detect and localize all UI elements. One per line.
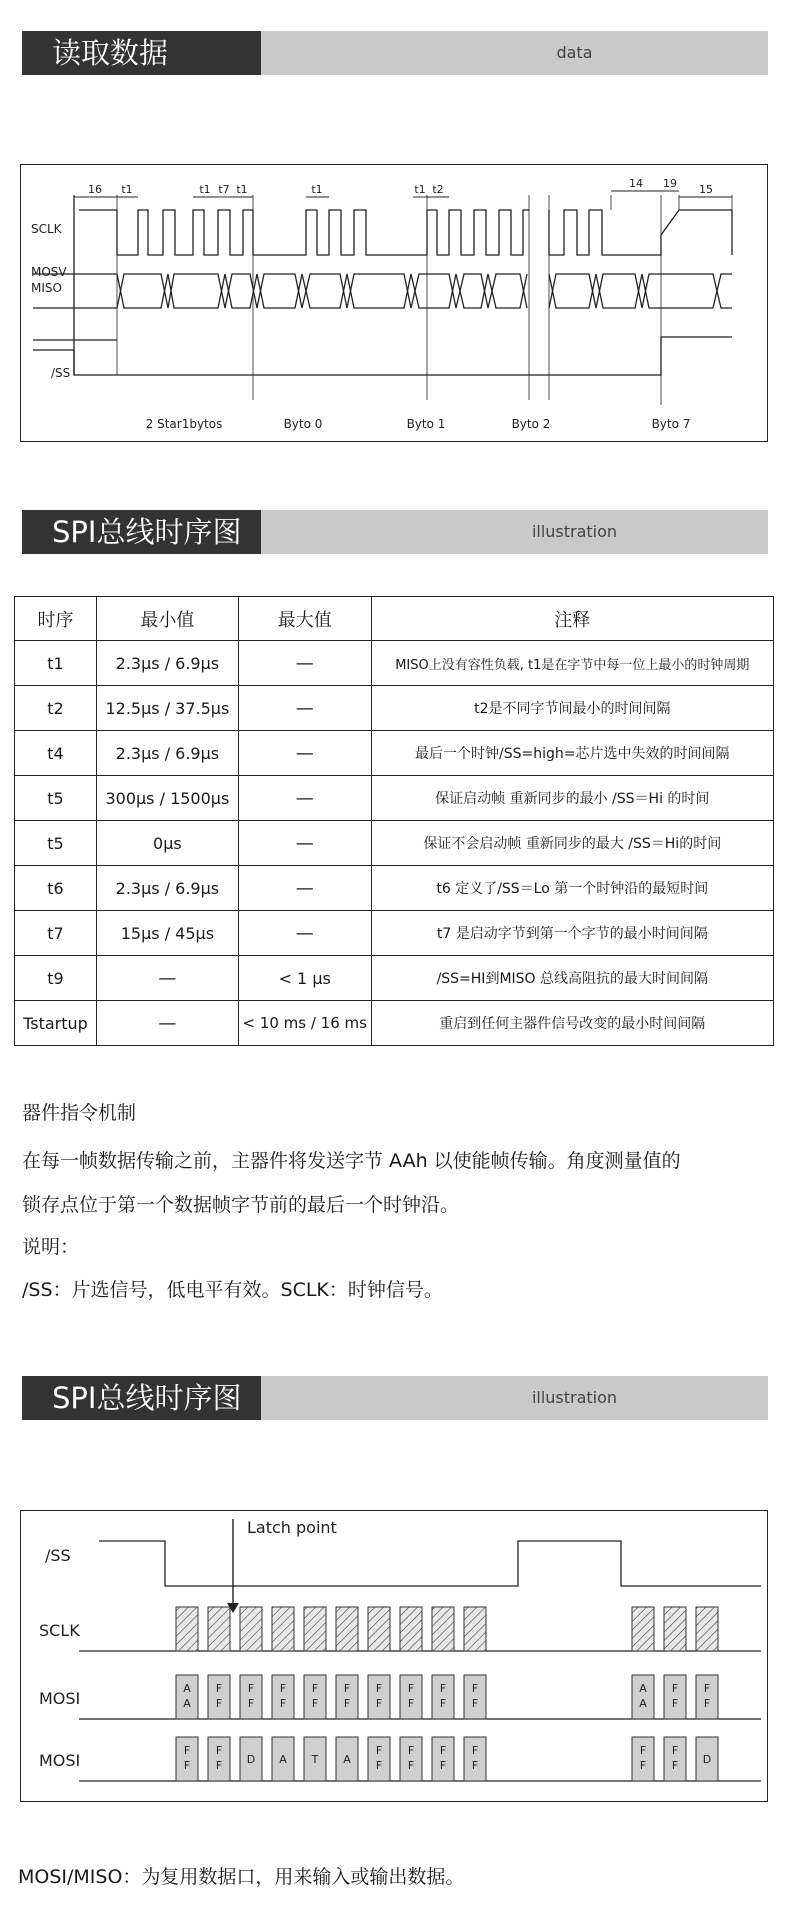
cell-timing: t6 — [15, 866, 97, 911]
byte-letter: F — [639, 1744, 647, 1757]
byte-label-7: Byto 7 — [651, 417, 691, 431]
mechanism-line-2: 锁存点位于第一个数据帧字节前的最后一个时钟沿。 — [22, 1194, 460, 1216]
section-subtitle: illustration — [531, 1388, 618, 1407]
footer-note: MOSI/MISO：为复用数据口，用来输入或输出数据。 — [18, 1866, 465, 1888]
header-min: 最小值 — [96, 597, 238, 641]
label-14: 14 — [629, 177, 643, 190]
cell-note: 最后一个时钟/SS=high=芯片选中失效的时间间隔 — [371, 731, 773, 776]
cell-timing: t2 — [15, 686, 97, 731]
sclk-pulse — [336, 1607, 358, 1651]
cell-note: t2是不同字节间最小的时间间隔 — [371, 686, 773, 731]
sclk-pulse — [272, 1607, 294, 1651]
latch-waveform-svg — [21, 1511, 766, 1800]
table-row — [15, 821, 774, 866]
cell-timing: t7 — [15, 911, 97, 956]
byte-letter: A — [279, 1753, 287, 1766]
cell-min: — — [96, 1001, 238, 1046]
cell-note: t7 是启动字节到第一个字节的最小时间间隔 — [371, 911, 773, 956]
byte-cell — [208, 1675, 230, 1719]
byte-cell — [208, 1737, 230, 1781]
cell-timing: t4 — [15, 731, 97, 776]
cell-min: 2.3μs / 6.9μs — [96, 641, 238, 686]
cell-min: 2.3μs / 6.9μs — [96, 866, 238, 911]
byte-letter: F — [671, 1682, 679, 1695]
section-banner-data — [22, 31, 768, 75]
byte-letter: F — [703, 1682, 711, 1695]
label-16: 16 — [88, 183, 102, 196]
cell-timing: t5 — [15, 776, 97, 821]
signal-ss: /SS — [51, 366, 71, 380]
cell-max: — — [238, 776, 371, 821]
cell-timing: t1 — [15, 641, 97, 686]
label-t1-b: t1 — [199, 183, 211, 196]
label-t1-a: t1 — [121, 183, 133, 196]
byte-letter: F — [439, 1744, 447, 1757]
byte-letter: F — [215, 1697, 223, 1710]
cell-note: 重启到任何主器件信号改变的最小时间间隔 — [371, 1001, 773, 1046]
byte-cell — [368, 1737, 390, 1781]
header-max: 最大值 — [238, 597, 371, 641]
byte-letter: F — [183, 1744, 191, 1757]
mechanism-line-3: 说明： — [22, 1236, 80, 1258]
byte-letter: A — [343, 1753, 351, 1766]
spi-timing-diagram — [20, 164, 768, 442]
sclk-pulse — [400, 1607, 422, 1651]
table-row — [15, 731, 774, 776]
byte-letter: F — [471, 1759, 479, 1772]
byte-letter: F — [215, 1744, 223, 1757]
cell-note: 保证启动帧 重新同步的最小 /SS＝Hi 的时间 — [371, 776, 773, 821]
byte-letter: F — [439, 1682, 447, 1695]
byte-letter: A — [183, 1682, 191, 1695]
label-t1-c: t1 — [236, 183, 248, 196]
table-row — [15, 776, 774, 821]
sclk-pulse — [240, 1607, 262, 1651]
byte-letter: F — [247, 1697, 255, 1710]
byte-cell — [432, 1675, 454, 1719]
cell-max: — — [238, 866, 371, 911]
byte-letter: F — [471, 1744, 479, 1757]
sclk-pulse — [432, 1607, 454, 1651]
label-t1-d: t1 — [311, 183, 323, 196]
header-note: 注释 — [371, 597, 773, 641]
cell-note: MISO上没有容性负载, t1是在字节中每一位上最小的时钟周期 — [371, 641, 773, 686]
cell-min: 12.5μs / 37.5μs — [96, 686, 238, 731]
byte-cell — [400, 1675, 422, 1719]
byte-letter: F — [215, 1759, 223, 1772]
cell-max: — — [238, 731, 371, 776]
byte-letter: F — [407, 1697, 415, 1710]
byte-letter: F — [471, 1697, 479, 1710]
byte-cell — [336, 1675, 358, 1719]
byte-letter: F — [703, 1697, 711, 1710]
byte-cell — [632, 1675, 654, 1719]
byte-label-start: 2 Star1bytos — [145, 417, 223, 431]
sclk-pulse — [632, 1607, 654, 1651]
byte-cell — [664, 1675, 686, 1719]
byte-cell — [272, 1737, 294, 1781]
cell-max: — — [238, 686, 371, 731]
sclk-pulse — [696, 1607, 718, 1651]
byte-letter: F — [407, 1682, 415, 1695]
sclk-pulse — [368, 1607, 390, 1651]
cell-note: 保证不会启动帧 重新同步的最大 /SS＝Hi的时间 — [371, 821, 773, 866]
cell-min: 2.3μs / 6.9μs — [96, 731, 238, 776]
label-t1-e: t1 — [414, 183, 426, 196]
byte-letter: F — [183, 1759, 191, 1772]
byte-cell — [400, 1737, 422, 1781]
byte-cell — [176, 1737, 198, 1781]
byte-letter: F — [407, 1759, 415, 1772]
label-19: 19 — [663, 177, 677, 190]
table-row — [15, 1001, 774, 1046]
byte-letter: F — [311, 1697, 319, 1710]
byte-letter: F — [247, 1682, 255, 1695]
byte-letter: A — [639, 1682, 647, 1695]
signal-sclk: SCLK — [31, 222, 62, 236]
cell-max: < 1 μs — [238, 956, 371, 1001]
byte-letter: F — [439, 1697, 447, 1710]
sclk-pulse — [176, 1607, 198, 1651]
section-banner-illustration-1 — [22, 510, 768, 554]
byte-letter: F — [311, 1682, 319, 1695]
header-timing: 时序 — [15, 597, 97, 641]
latch-point-label: Latch point — [247, 1518, 337, 1537]
cell-timing: t5 — [15, 821, 97, 866]
byte-letter: D — [702, 1753, 712, 1766]
byte-letter: F — [375, 1759, 383, 1772]
cell-max: — — [238, 911, 371, 956]
byte-letter: F — [671, 1697, 679, 1710]
cell-max: — — [238, 641, 371, 686]
section-title: 读取数据 — [22, 31, 261, 75]
sclk-pulse — [304, 1607, 326, 1651]
section-subtitle: illustration — [531, 522, 618, 541]
byte-letter: F — [671, 1744, 679, 1757]
mechanism-line-4: /SS：片选信号，低电平有效。SCLK：时钟信号。 — [22, 1279, 443, 1301]
cell-note: /SS=HI到MISO 总线高阻抗的最大时间间隔 — [371, 956, 773, 1001]
cell-min: 300μs / 1500μs — [96, 776, 238, 821]
byte-letter: F — [375, 1744, 383, 1757]
label-t7: t7 — [218, 183, 230, 196]
label-15: 15 — [699, 183, 713, 196]
section-subtitle: data — [556, 43, 593, 62]
byte-letter: F — [375, 1697, 383, 1710]
signal-mosi-b: MOSI — [39, 1751, 81, 1770]
cell-min: 0μs — [96, 821, 238, 866]
byte-cell — [368, 1675, 390, 1719]
cell-min: — — [96, 956, 238, 1001]
table-row — [15, 686, 774, 731]
byte-cell — [336, 1737, 358, 1781]
cell-timing: Tstartup — [15, 1001, 97, 1046]
signal-ss-2: /SS — [45, 1546, 71, 1565]
cell-min: 15μs / 45μs — [96, 911, 238, 956]
byte-cell — [432, 1737, 454, 1781]
byte-letter: T — [311, 1753, 319, 1766]
byte-letter: F — [639, 1759, 647, 1772]
section-banner-illustration-2 — [22, 1376, 768, 1420]
byte-cell — [240, 1737, 262, 1781]
signal-mosi-a: MOSI — [39, 1689, 81, 1708]
mechanism-heading: 器件指令机制 — [22, 1102, 137, 1124]
cell-max: — — [238, 821, 371, 866]
table-row — [15, 641, 774, 686]
cell-max: < 10 ms / 16 ms — [238, 1001, 371, 1046]
label-t2: t2 — [432, 183, 444, 196]
section-title: SPI总线时序图 — [22, 510, 261, 554]
byte-letter: F — [407, 1744, 415, 1757]
byte-letter: F — [279, 1682, 287, 1695]
signal-mosv: MOSV — [31, 265, 67, 279]
cell-note: t6 定义了/SS＝Lo 第一个时钟沿的最短时间 — [371, 866, 773, 911]
byte-cell — [464, 1737, 486, 1781]
byte-cell — [464, 1675, 486, 1719]
byte-letter: F — [439, 1759, 447, 1772]
byte-cell — [304, 1737, 326, 1781]
byte-cell — [664, 1737, 686, 1781]
table-row — [15, 866, 774, 911]
byte-letter: F — [471, 1682, 479, 1695]
table-row — [15, 911, 774, 956]
byte-cell — [176, 1675, 198, 1719]
byte-letter: A — [183, 1697, 191, 1710]
byte-cell — [696, 1675, 718, 1719]
byte-cell — [272, 1675, 294, 1719]
table-row — [15, 956, 774, 1001]
byte-cell — [240, 1675, 262, 1719]
table-header-row — [15, 597, 774, 641]
byte-label-2: Byto 2 — [511, 417, 551, 431]
byte-letter: F — [343, 1682, 351, 1695]
byte-letter: F — [215, 1682, 223, 1695]
sclk-pulse — [664, 1607, 686, 1651]
byte-cell — [632, 1737, 654, 1781]
byte-letter: D — [246, 1753, 256, 1766]
signal-miso: MISO — [31, 281, 62, 295]
byte-letter: A — [639, 1697, 647, 1710]
latch-timing-diagram — [20, 1510, 768, 1802]
timing-waveform-svg — [21, 165, 766, 440]
cell-timing: t9 — [15, 956, 97, 1001]
byte-letter: F — [671, 1759, 679, 1772]
signal-sclk-2: SCLK — [39, 1621, 80, 1640]
timing-table — [14, 596, 774, 1046]
byte-label-0: Byto 0 — [283, 417, 323, 431]
byte-letter: F — [279, 1697, 287, 1710]
sclk-pulse — [464, 1607, 486, 1651]
section-title: SPI总线时序图 — [22, 1376, 261, 1420]
byte-cell — [696, 1737, 718, 1781]
sclk-pulse — [208, 1607, 230, 1651]
byte-cell — [304, 1675, 326, 1719]
byte-letter: F — [375, 1682, 383, 1695]
byte-letter: F — [343, 1697, 351, 1710]
mechanism-line-1: 在每一帧数据传输之前，主器件将发送字节 AAh 以使能帧传输。角度测量值的 — [22, 1150, 681, 1172]
byte-label-1: Byto 1 — [406, 417, 446, 431]
